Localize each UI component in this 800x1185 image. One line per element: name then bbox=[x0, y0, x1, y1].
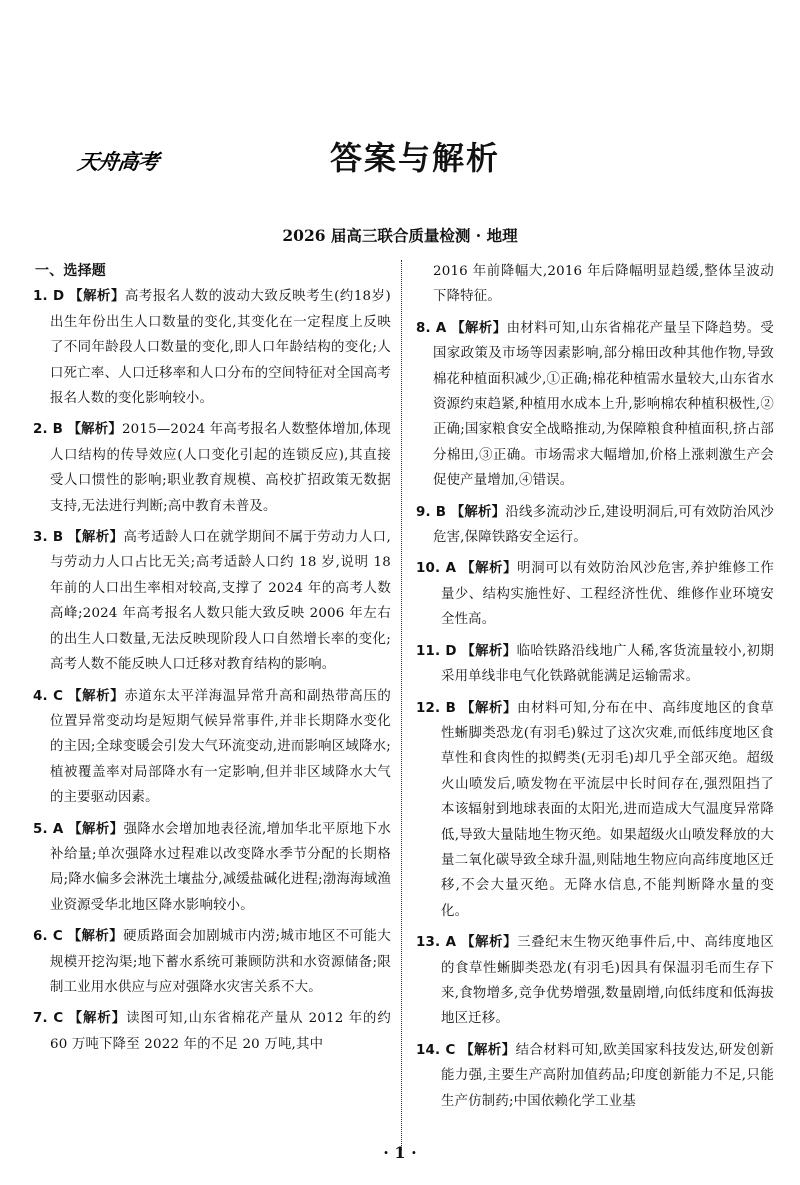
analysis-tag: 【解析】 bbox=[461, 643, 517, 659]
analysis-tag: 【解析】 bbox=[460, 1042, 516, 1058]
answer-key: 14. C bbox=[416, 1042, 456, 1058]
analysis-tag: 【解析】 bbox=[451, 320, 507, 336]
answer-key: 2. B bbox=[33, 422, 64, 438]
analysis-tag: 【解析】 bbox=[461, 561, 518, 577]
analysis-text: 沿线多流动沙丘,建设明洞后,可有效防治风沙危害,保障铁路安全运行。 bbox=[433, 504, 774, 546]
analysis-text: 结合材料可知,欧美国家科技发达,研发创新能力强,主要生产高附加值药品;印度创新能力不足,只能生产仿制药;中国依赖化学工业基 bbox=[441, 1042, 774, 1109]
analysis-tag: 【解析】 bbox=[460, 700, 518, 716]
analysis-text: 高考报名人数的波动大致反映考生(约18岁)出生年份出生人口数量的变化,其变化在一定程度上反映了不同年龄段人口数量的变化,即人口年龄结构的变化;人口死亡率、人口迁移率和人口分布的空间特征对全国高考报名人数的变化影响较小。 bbox=[50, 289, 391, 407]
answer-item bbox=[33, 684, 391, 811]
answer-key: 10. A bbox=[416, 561, 457, 577]
answer-key: 6. C bbox=[33, 929, 63, 945]
answer-item bbox=[33, 1006, 391, 1057]
answer-key: 11. D bbox=[416, 643, 457, 659]
analysis-text: 读图可知,山东省棉花产量从 2012 年的约 60 万吨下降至 2022 年的不足 20 万吨,其中 bbox=[50, 1011, 391, 1052]
left-answer-list bbox=[33, 284, 391, 1057]
answer-item bbox=[33, 284, 391, 411]
answer-key: 8. A bbox=[416, 320, 447, 336]
analysis-text: 明洞可以有效防治风沙危害,养护维修工作量少、结构实施性好、工程经济性优、维修作业环境安全性高。 bbox=[441, 561, 774, 628]
analysis-tag: 【解析】 bbox=[68, 821, 124, 837]
analysis-tag: 【解析】 bbox=[450, 504, 506, 520]
page-title: 答案与解析 bbox=[329, 139, 500, 177]
analysis-tag: 【解析】 bbox=[68, 688, 125, 704]
answer-key: 1. D bbox=[33, 289, 65, 305]
answer-continuation: 2016 年前降幅大,2016 年后降幅明显趋缓,整体呈波动下降特征。 bbox=[433, 264, 774, 305]
answer-item bbox=[416, 1038, 774, 1114]
analysis-text: 高考适龄人口在就学期间不属于劳动力人口,与劳动力人口占比无关;高考适龄人口约 18 岁,说明 18 年前的人口出生率相对较高,支撑了 2024 年的高考人数高峰;2024 年高考报名人数只能大致反映 2006 年左右的出生人口数量,无法反映现阶段人口自然增长率的变化;高考人数不能反映人口迁移对教育结构的影响。 bbox=[50, 530, 391, 673]
column-divider bbox=[401, 260, 402, 1150]
right-answer-list bbox=[416, 316, 774, 1114]
analysis-tag: 【解析】 bbox=[67, 929, 124, 945]
answer-key: 5. A bbox=[33, 821, 64, 837]
answer-item bbox=[416, 500, 774, 551]
analysis-tag: 【解析】 bbox=[69, 289, 125, 305]
analysis-text: 由材料可知,分布在中、高纬度地区的食草性蜥脚类恐龙(有羽毛)躲过了这次灾难,而低纬度地区食草性和食肉性的拟鳄类(无羽毛)却几乎全部灭绝。超级火山喷发后,喷发物在平流层中长时间存在,强烈阻挡了本该辐射到地球表面的太阳光,进而造成大气温度异常降低,导致大量陆地生物灭绝。如果超级火山喷发释放的大量二氧化碳导致全球升温,则陆地生物应向高纬度地区迁移,不会大量灭绝。无降水信息,不能判断降水量的变化。 bbox=[441, 700, 774, 919]
answer-item bbox=[33, 525, 391, 677]
answer-key: 7. C bbox=[33, 1011, 64, 1027]
answer-item bbox=[33, 417, 391, 519]
answer-item bbox=[416, 696, 774, 925]
answer-key: 13. A bbox=[416, 935, 457, 951]
analysis-tag: 【解析】 bbox=[67, 422, 122, 438]
answer-item bbox=[416, 316, 774, 494]
answer-item bbox=[416, 930, 774, 1032]
left-column bbox=[33, 259, 391, 1063]
answer-key: 4. C bbox=[33, 688, 64, 704]
answer-key: 9. B bbox=[416, 504, 447, 520]
analysis-text: 由材料可知,山东省棉花产量呈下降趋势。受国家政策及市场等因素影响,部分棉田改种其他作物,导致棉花种植面积减少,①正确;棉花种植需水量较大,山东省水资源约束趋紧,种植用水成本上升,影响棉农种植积极性,②正确;国家粮食安全战略推动,为保障粮食种植面积,挤占部分棉田,③正确。市场需求大幅增加,价格上涨刺激生产会促使产量增加,④错误。 bbox=[433, 320, 774, 489]
answer-item bbox=[33, 817, 391, 919]
answer-key: 12. B bbox=[416, 700, 457, 716]
analysis-tag: 【解析】 bbox=[68, 530, 124, 546]
analysis-text: 硬质路面会加剧城市内涝;城市地区不可能大规模开挖沟渠;地下蓄水系统可兼顾防洪和水资源储备;限制工业用水供应与应对强降水灾害关系不大。 bbox=[50, 929, 391, 995]
analysis-text: 赤道东太平洋海温异常升高和副热带高压的位置异常变动均是短期气候异常事件,并非长期降水变化的主因;全球变暖会引发大气环流变动,进而影响区域降水;植被覆盖率对局部降水有一定影响,但并非区域降水大气的主要驱动因素。 bbox=[50, 688, 391, 806]
analysis-text: 强降水会增加地表径流,增加华北平原地下水补给量;单次强降水过程难以改变降水季节分配的长期格局;降水偏多会淋洗土壤盐分,减缓盐碱化进程;渤海海域渔业资源受华北地区降水影响较小。 bbox=[50, 821, 391, 913]
right-column bbox=[416, 259, 774, 1120]
analysis-text: 三叠纪末生物灭绝事件后,中、高纬度地区的食草性蜥脚类恐龙(有羽毛)因具有保温羽毛而生存下来,食物增多,竞争优势增强,数量剧增,向低纬度和低海拔地区迁移。 bbox=[441, 935, 774, 1027]
exam-subtitle: 2026 届高三联合质量检测 · 地理 bbox=[282, 226, 518, 245]
brand-logo: 天舟高考 bbox=[76, 150, 160, 174]
page-number: · 1 · bbox=[383, 1143, 417, 1162]
analysis-text: 临哈铁路沿线地广人稀,客货流量较小,初期采用单线非电气化铁路就能满足运输需求。 bbox=[441, 643, 774, 685]
analysis-tag: 【解析】 bbox=[68, 1011, 127, 1027]
analysis-text: 2015—2024 年高考报名人数整体增加,体现人口结构的传导效应(人口变化引起的连锁反应),其直接受人口惯性的影响;职业教育规模、高校扩招政策无数据支持,无法进行判断;高中教育未普及。 bbox=[50, 422, 391, 514]
answer-item bbox=[33, 924, 391, 1000]
answer-key: 3. B bbox=[33, 530, 64, 546]
answer-item bbox=[416, 639, 774, 690]
answer-item bbox=[416, 556, 774, 632]
section-heading: 一、选择题 bbox=[35, 263, 106, 279]
analysis-tag: 【解析】 bbox=[461, 935, 518, 951]
